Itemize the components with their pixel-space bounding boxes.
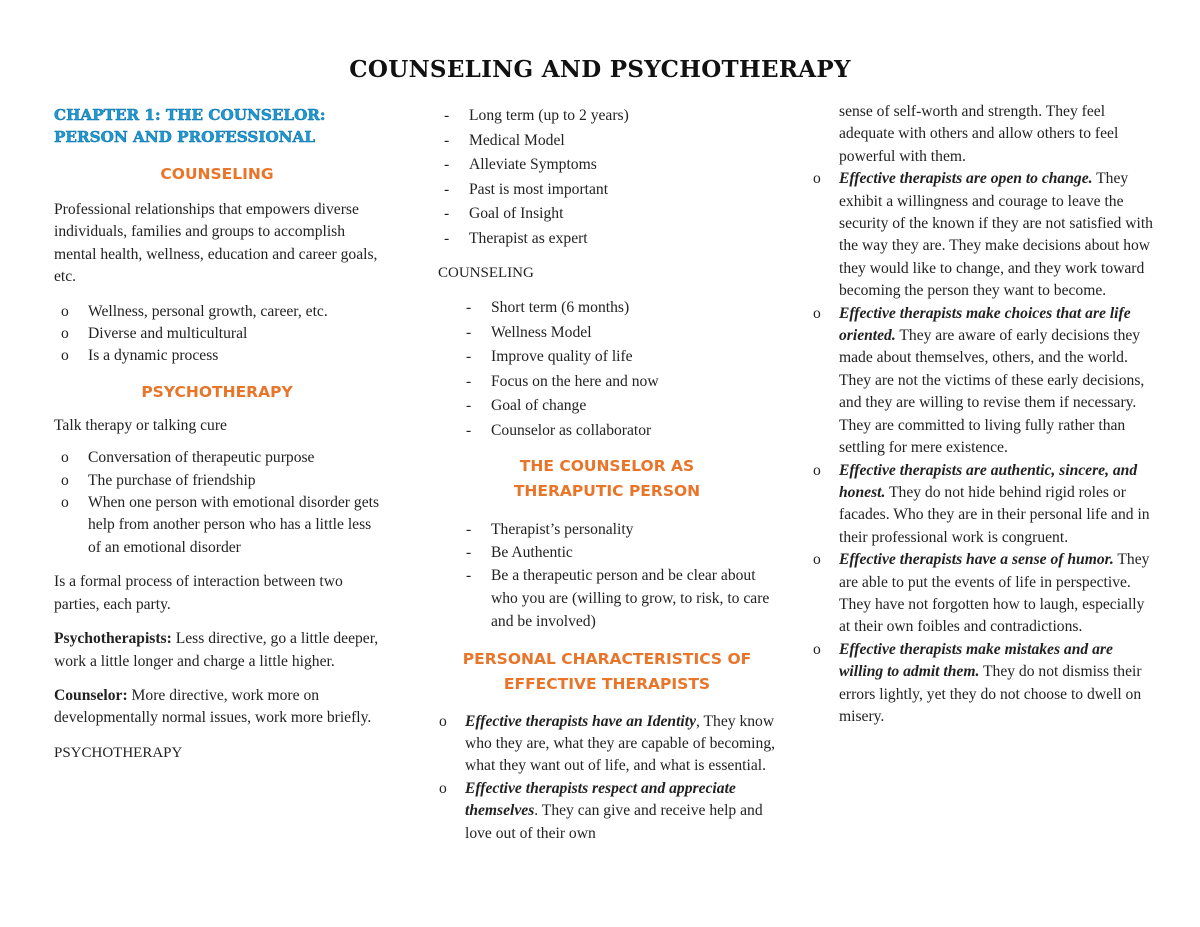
- characteristic-title: Effective therapists make choices that are life oriented.: [839, 304, 1131, 345]
- characteristic-title: Effective therapists are open to change.: [839, 170, 1093, 188]
- psychotherapy-points-list: [54, 447, 380, 559]
- counselor-paragraph: [54, 685, 380, 730]
- psychotherapy-item: - Medical Model: [438, 129, 776, 154]
- characteristic-text: They exhibit a willingness and courage to leave the security of the known if they are not satisfied with the way they are. They make decisions about how they would like to change, and they work toward becoming the person they want to become.: [839, 170, 1153, 300]
- counseling-heading: COUNSELING: [160, 165, 274, 183]
- counseling-point: o Is a dynamic process: [54, 345, 380, 367]
- characteristic-identity: [438, 711, 776, 778]
- characteristic-text: They do not dismiss their errors lightly, yet they do not choose to dwell on misery.: [839, 663, 1142, 725]
- characteristic-text: , They know who they are, what they are capable of becoming, what they want out of life, and what is essential.: [465, 712, 776, 775]
- characteristics-heading: PERSONAL CHARACTERISTICS OF EFFECTIVE THERAPISTS: [462, 649, 752, 693]
- characteristic-title: Effective therapists have an Identity: [465, 712, 696, 730]
- psychotherapists-text: Less directive, go a little deeper, work a little longer and charge a little higher.: [54, 630, 379, 670]
- therapeutic-item: - Therapist’s personality: [460, 518, 776, 541]
- counselor-label: Counselor:: [54, 686, 128, 704]
- column-1: [54, 104, 380, 764]
- document-title: COUNSELING AND PSYCHOTHERAPY: [349, 56, 851, 83]
- characteristic-mistakes: [812, 639, 1154, 729]
- psychotherapy-item: - Long term (up to 2 years): [438, 104, 776, 129]
- column-2: [438, 104, 776, 845]
- counseling-definition: Professional relationships that empowers diverse individuals, families and groups to accomplish mental health, wellness, education and career goals, etc.: [54, 201, 378, 286]
- counseling-point: o Wellness, personal growth, career, etc.: [54, 301, 380, 323]
- psychotherapy-definition: Talk therapy or talking cure: [54, 416, 227, 434]
- psychotherapy-item: - Past is most important: [438, 178, 776, 203]
- chapter-title: CHAPTER 1: THE COUNSELOR: PERSON AND PROFESSIONAL: [54, 106, 326, 146]
- psychotherapy-item: - Therapist as expert: [438, 227, 776, 252]
- counseling-caption: COUNSELING: [438, 264, 534, 281]
- psychotherapy-item: - Goal of Insight: [438, 202, 776, 227]
- therapeutic-person-heading: THE COUNSELOR AS THERAPUTIC PERSON: [513, 456, 701, 500]
- characteristic-continuation: [812, 101, 1154, 168]
- counseling-points-list: [54, 301, 380, 368]
- column-3: [812, 101, 1154, 728]
- characteristic-text: . They can give and receive help and love out of their own: [465, 802, 763, 842]
- therapeutic-item: - Be Authentic: [460, 541, 776, 564]
- psychotherapists-paragraph: [54, 628, 380, 673]
- characteristic-authentic: [812, 460, 1154, 550]
- psychotherapy-item: - Alleviate Symptoms: [438, 153, 776, 178]
- characteristic-life-oriented: [812, 303, 1154, 460]
- characteristic-open-to-change: [812, 168, 1154, 302]
- characteristics-list-part2: [812, 101, 1154, 728]
- characteristic-text: sense of self-worth and strength. They feel adequate with others and allow others to feel powerful with them.: [839, 103, 1119, 165]
- counseling-item: - Wellness Model: [460, 321, 776, 346]
- characteristic-title: Effective therapists have a sense of humor.: [839, 551, 1114, 569]
- psychotherapy-point: o Conversation of therapeutic purpose: [54, 447, 380, 469]
- counseling-item: - Goal of change: [460, 394, 776, 419]
- characteristic-text: They do not hide behind rigid roles or facades. Who they are in their personal life and in their professional work is congruent.: [839, 483, 1150, 546]
- counseling-item: - Focus on the here and now: [460, 370, 776, 395]
- counseling-items-list: [460, 296, 776, 444]
- counseling-item: - Improve quality of life: [460, 345, 776, 370]
- psychotherapy-point: o The purchase of friendship: [54, 470, 380, 492]
- psychotherapists-label: Psychotherapists:: [54, 630, 172, 648]
- counseling-point: o Diverse and multicultural: [54, 323, 380, 345]
- formal-process-paragraph: Is a formal process of interaction between two parties, each party.: [54, 573, 343, 613]
- characteristic-respect: [438, 778, 776, 845]
- characteristic-text: They are aware of early decisions they made about themselves, others, and the world. They are not the victims of these early decisions, and they are willing to revise them if necessary. They are committed to living fully rather than settling for mere existence.: [839, 327, 1145, 457]
- psychotherapy-caption: PSYCHOTHERAPY: [54, 744, 183, 761]
- psychotherapy-items-list: [438, 104, 776, 252]
- psychotherapy-point: o When one person with emotional disorder gets help from another person who has a little less of an emotional disorder: [54, 492, 380, 559]
- characteristic-humor: [812, 549, 1154, 639]
- characteristic-title: Effective therapists are authentic, sincere, and honest.: [839, 461, 1138, 501]
- characteristic-title: Effective therapists respect and appreciate themselves: [465, 779, 736, 820]
- characteristics-list-part1: [438, 711, 776, 845]
- counselor-text: More directive, work more on developmentally normal issues, work more briefly.: [54, 686, 372, 727]
- characteristic-title: Effective therapists make mistakes and are willing to admit them.: [839, 640, 1113, 681]
- characteristic-text: They are able to put the events of life in perspective. They have not forgotten how to laugh, especially at their own foibles and contradictions.: [839, 551, 1150, 636]
- therapeutic-item: - Be a therapeutic person and be clear about who you are (willing to grow, to risk, to care and be involved): [460, 564, 776, 633]
- counseling-item: - Short term (6 months): [460, 296, 776, 321]
- therapeutic-items-list: [460, 518, 776, 633]
- psychotherapy-heading: PSYCHOTHERAPY: [141, 382, 293, 401]
- counseling-item: - Counselor as collaborator: [460, 419, 776, 444]
